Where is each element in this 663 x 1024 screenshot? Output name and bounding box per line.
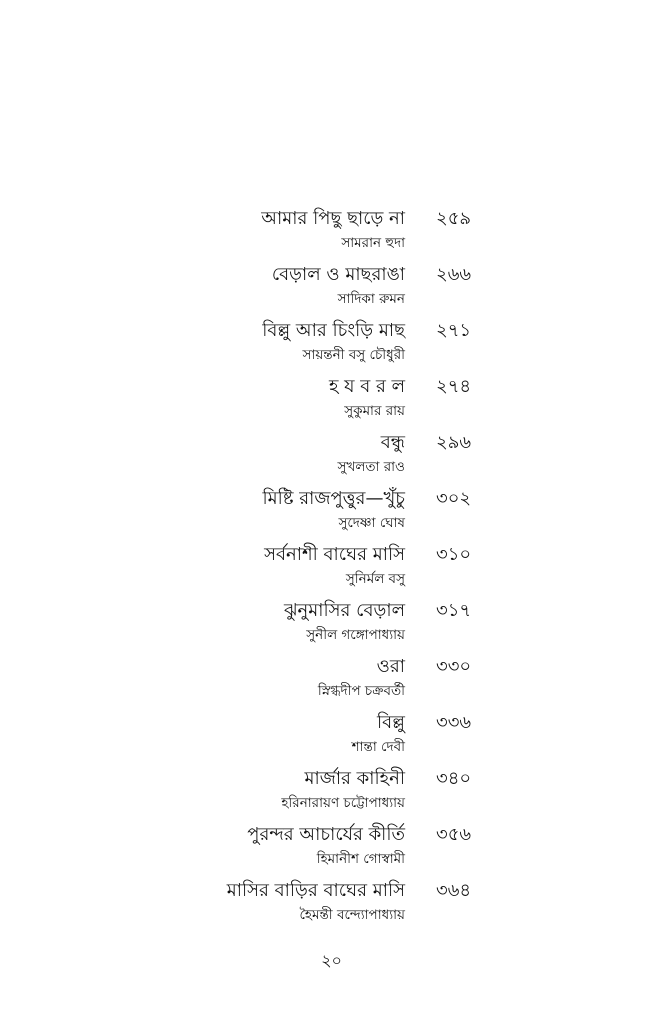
- entry-page-number: ৩৩৬: [436, 712, 472, 733]
- entry-author: সামরান হুদা: [341, 235, 405, 251]
- table-of-contents: [0, 207, 663, 935]
- entry-page-number: ২৫৯: [436, 208, 472, 229]
- entry-title: মার্জার কাহিনী: [304, 768, 405, 789]
- entry-title: পুরন্দর আচার্যের কীর্তি: [247, 824, 405, 845]
- entry-page-number: ২৯৬: [436, 432, 472, 453]
- toc-entry[interactable]: [0, 263, 663, 319]
- entry-page-number: ৩১৭: [436, 600, 472, 621]
- entry-title: মিষ্টি রাজপুত্তুর—খুঁচু: [262, 488, 405, 509]
- entry-page-number: ২৬৬: [436, 264, 472, 285]
- entry-author: স্নিগ্ধদীপ চক্রবর্তী: [317, 683, 405, 699]
- toc-entry[interactable]: [0, 543, 663, 599]
- entry-author: সাদিকা রুমন: [337, 291, 405, 307]
- toc-entry[interactable]: [0, 319, 663, 375]
- toc-entry[interactable]: [0, 375, 663, 431]
- toc-entry[interactable]: [0, 655, 663, 711]
- entry-author: হরিনারায়ণ চট্টোপাধ্যায়: [281, 795, 405, 811]
- toc-entry[interactable]: [0, 599, 663, 655]
- toc-entry[interactable]: [0, 823, 663, 879]
- toc-entry[interactable]: [0, 879, 663, 935]
- entry-title: বিল্লু: [377, 712, 405, 733]
- toc-entry[interactable]: [0, 207, 663, 263]
- entry-title: বেড়াল ও মাছরাঙা: [271, 264, 405, 285]
- entry-page-number: ৩১০: [436, 544, 472, 565]
- entry-page-number: ৩৩০: [436, 656, 472, 677]
- entry-title: বিল্লু আর চিংড়ি মাছ: [262, 320, 405, 341]
- entry-page-number: ২৭১: [436, 320, 472, 341]
- toc-entry[interactable]: [0, 767, 663, 823]
- entry-author: সায়ন্তনী বসু চৌধুরী: [302, 347, 405, 363]
- entry-author: সুকুমার রায়: [344, 403, 405, 419]
- entry-page-number: ৩৫৬: [436, 824, 472, 845]
- entry-title: বন্ধু: [380, 432, 405, 453]
- toc-entry[interactable]: [0, 487, 663, 543]
- entry-author: হৈমন্তী বন্দ্যোপাধ্যায়: [299, 907, 405, 923]
- entry-page-number: ৩৪০: [436, 768, 472, 789]
- entry-title: আমার পিছু ছাড়ে না: [261, 208, 405, 229]
- entry-author: শান্তা দেবী: [351, 739, 405, 755]
- entry-author: হিমানীশ গোস্বামী: [316, 851, 405, 867]
- entry-page-number: ২৭৪: [436, 376, 472, 397]
- entry-page-number: ৩০২: [436, 488, 472, 509]
- page-number: ২০: [321, 951, 342, 970]
- entry-title: মাসির বাড়ির বাঘের মাসি: [226, 880, 405, 901]
- entry-title: সর্বনাশী বাঘের মাসি: [264, 544, 405, 565]
- entry-title: ঝুনুমাসির বেড়াল: [283, 600, 405, 621]
- entry-author: সুনির্মল বসু: [345, 571, 405, 587]
- entry-author: সুনীল গঙ্গোপাধ্যায়: [306, 627, 405, 643]
- entry-page-number: ৩৬৪: [436, 880, 472, 901]
- entry-author: সুখলতা রাও: [337, 459, 405, 475]
- entry-title: হ য ব র ল: [328, 376, 405, 397]
- entry-author: সুদেষ্ণা ঘোষ: [338, 515, 405, 531]
- toc-entry[interactable]: [0, 431, 663, 487]
- entry-title: ওরা: [376, 656, 405, 677]
- toc-entry[interactable]: [0, 711, 663, 767]
